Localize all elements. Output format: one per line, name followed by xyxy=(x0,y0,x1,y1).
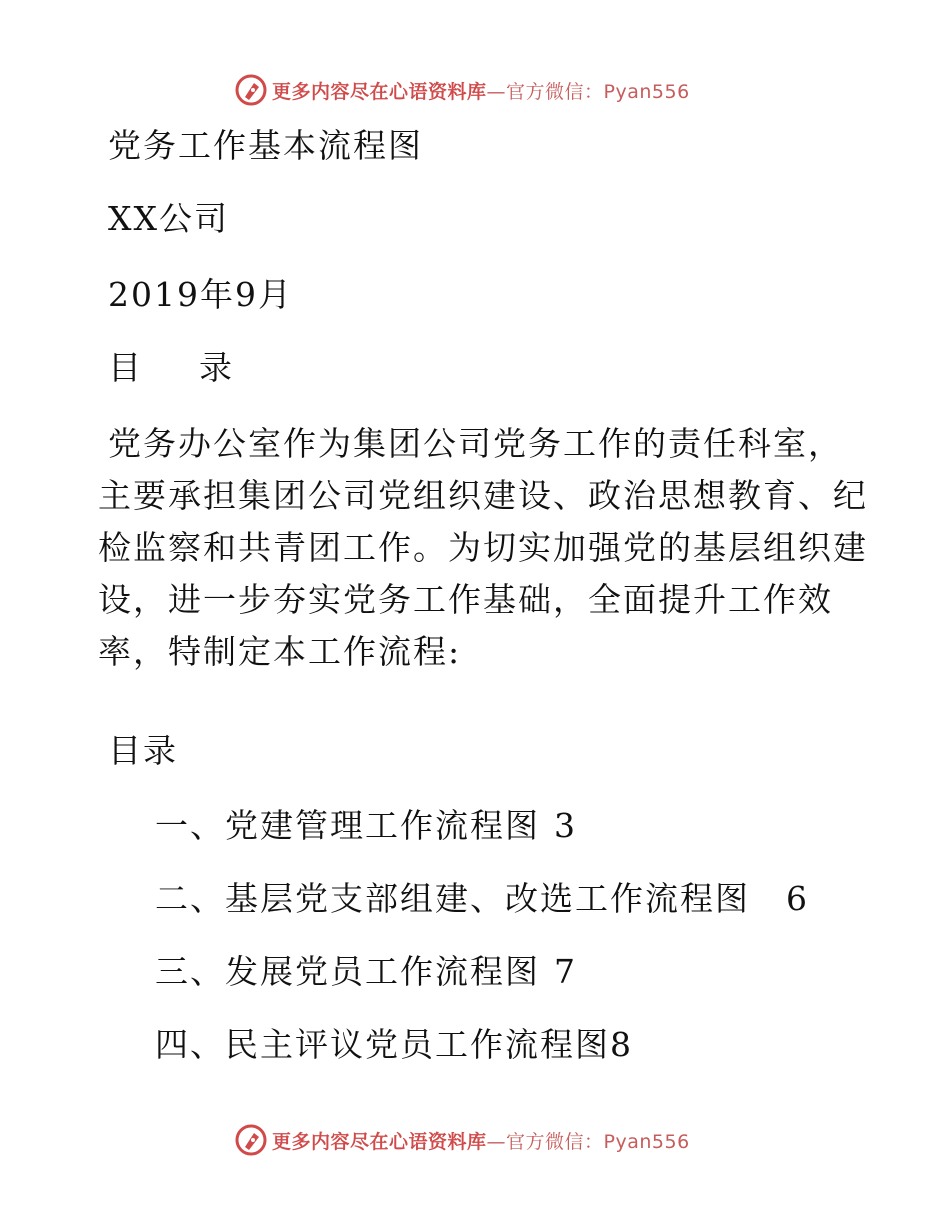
toc-item xyxy=(155,806,577,846)
toc-item-label: 二、基层党支部组建、改选工作流程图 xyxy=(155,879,750,918)
intro-line: 主要承担集团公司党组织建设、政治思想教育、纪 xyxy=(98,476,868,515)
watermark-text: 更多内容尽在心语资料库—官方微信：Pyan556 xyxy=(272,1130,690,1153)
watermark-header xyxy=(234,73,690,107)
document-date: 2019年9月 xyxy=(108,275,293,314)
toc-heading-spaced: 目 录 xyxy=(108,348,232,387)
intro-line: 检监察和共青团工作。为切实加强党的基层组织建 xyxy=(98,528,868,567)
intro-line: 设，进一步夯实党务工作基础，全面提升工作效 xyxy=(98,580,833,619)
toc-item-page: 7 xyxy=(554,952,577,991)
toc-item-page: 6 xyxy=(786,879,809,918)
intro-line: 率，特制定本工作流程: xyxy=(98,632,462,671)
toc-item-page: 3 xyxy=(554,806,577,845)
document-title: 党务工作基本流程图 xyxy=(108,126,423,165)
watermark-footer xyxy=(234,1123,690,1157)
pen-nib-circle-icon xyxy=(234,1123,268,1157)
toc-item xyxy=(155,1025,633,1065)
toc-item xyxy=(155,952,577,992)
intro-paragraph xyxy=(98,418,868,678)
intro-line: 党务办公室作为集团公司党务工作的责任科室， xyxy=(108,424,843,463)
toc-item-label: 三、发展党员工作流程图 xyxy=(155,952,540,991)
toc-label: 目录 xyxy=(108,731,178,770)
toc-item-label: 四、民主评议党员工作流程图 xyxy=(155,1025,610,1064)
company-name: XX公司 xyxy=(108,199,229,238)
toc-item xyxy=(155,879,809,919)
watermark-text: 更多内容尽在心语资料库—官方微信：Pyan556 xyxy=(272,80,690,103)
toc-item-label: 一、党建管理工作流程图 xyxy=(155,806,540,845)
pen-nib-circle-icon xyxy=(234,73,268,107)
toc-item-page: 8 xyxy=(610,1025,633,1064)
